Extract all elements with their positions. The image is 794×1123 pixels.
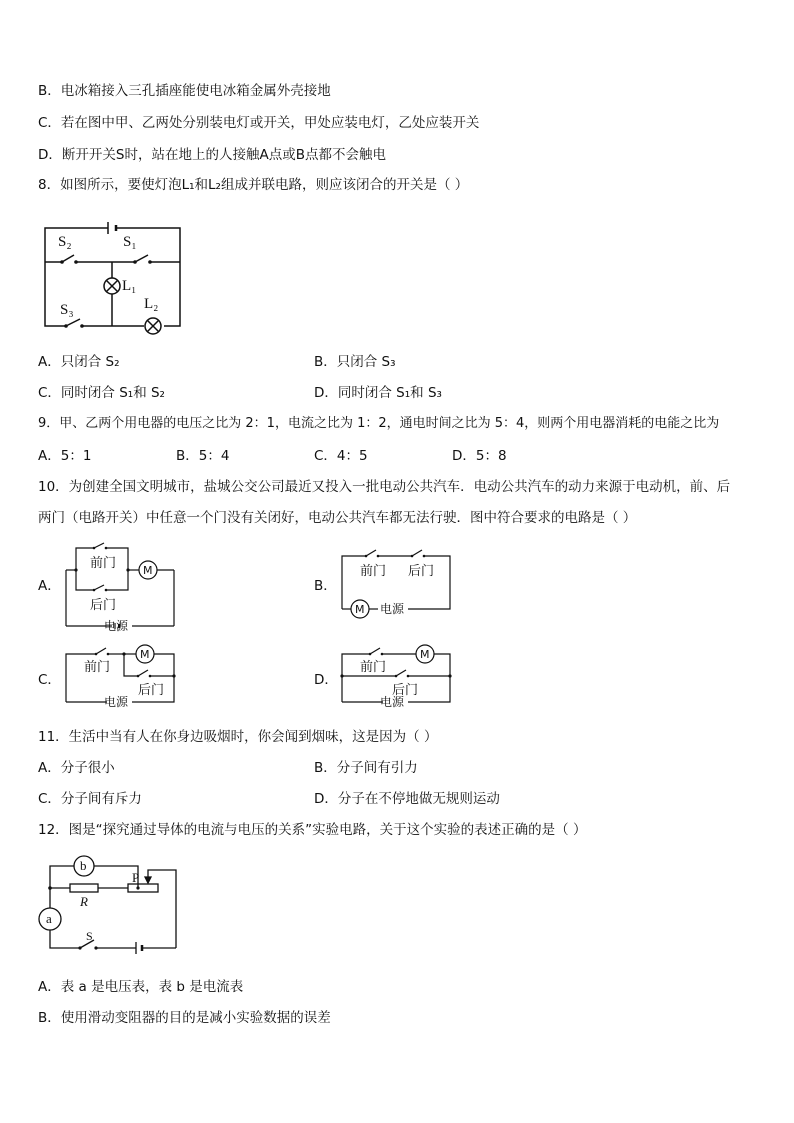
q8-lamp-l2-label: L₂	[144, 296, 159, 312]
q12-circuit-figure	[38, 852, 188, 957]
q8-switch-s3-label: S₃	[60, 302, 74, 318]
q10-b-front-door-label: 前门	[360, 564, 387, 579]
q12-meter-a-label: a	[46, 911, 52, 926]
q7-option-d: D．断开开关S时，站在地上的人接触A点或B点都不会触电	[38, 147, 386, 163]
q10-circuit-b	[338, 542, 458, 624]
q10-c-front-door-label: 前门	[84, 660, 111, 675]
q12-meter-b-label: b	[80, 858, 87, 873]
q8-lamp-l1-label: L₁	[122, 278, 137, 294]
q12-resistor-label: R	[80, 894, 88, 909]
q8-switch-s2-label: S₂	[58, 234, 72, 250]
q10-d-motor-label: M	[420, 648, 430, 661]
q12-slider-label: P	[132, 870, 140, 885]
q8-circuit-figure	[40, 222, 190, 332]
q7-option-c: C．若在图中甲、乙两处分别装电灯或开关，甲处应装电灯，乙处应装开关	[38, 115, 480, 131]
q10-c-back-door-label: 后门	[138, 683, 165, 698]
q11-option-a: A．分子很小	[38, 760, 115, 776]
q10-b-back-door-label: 后门	[408, 564, 435, 579]
q10-circuit-a	[62, 538, 182, 638]
q12-option-a: A．表 a 是电压表，表 b 是电流表	[38, 979, 244, 995]
q7-option-b: B．电冰箱接入三孔插座能使电冰箱金属外壳接地	[38, 83, 331, 99]
q10-a-motor-label: M	[143, 564, 153, 577]
q10-a-front-door-label: 前门	[90, 556, 117, 571]
q10-option-c-label: C．	[38, 672, 61, 688]
q10-b-motor-label: M	[355, 603, 365, 616]
q8-option-b: B．只闭合 S₃	[314, 354, 396, 370]
q10-option-b-label: B．	[314, 578, 337, 594]
q10-option-a-label: A．	[38, 578, 61, 594]
q10-circuit-d	[338, 640, 458, 718]
q9-option-a: A．5：1	[38, 448, 92, 464]
q10-c-motor-label: M	[140, 648, 150, 661]
q8-option-a: A．只闭合 S₂	[38, 354, 120, 370]
q10-stem-line1: 10．为创建全国文明城市，盐城公交公司最近又投入一批电动公共汽车．电动公共汽车的动力来源于电动机，前、后	[38, 479, 731, 495]
q12-stem: 12．图是“探究通过导体的电流与电压的关系”实验电路，关于这个实验的表述正确的是（ ）	[38, 822, 587, 838]
q10-circuit-c	[62, 640, 182, 718]
q9-option-b: B．5：4	[176, 448, 230, 464]
q10-b-power-label: 电源	[380, 602, 405, 616]
q10-a-power-label: 电源	[104, 619, 129, 633]
q10-d-front-door-label: 前门	[360, 660, 387, 675]
q10-a-back-door-label: 后门	[90, 598, 117, 613]
q11-option-b: B．分子间有引力	[314, 760, 418, 776]
q10-option-d-label: D．	[314, 672, 338, 688]
q10-d-power-label: 电源	[380, 695, 405, 709]
q9-option-d: D．5：8	[452, 448, 507, 464]
q9-stem: 9．甲、乙两个用电器的电压之比为 2：1，电流之比为 1：2，通电时间之比为 5：4，则两个用电器消耗的电能之比为	[38, 416, 720, 431]
q10-c-power-label: 电源	[104, 695, 129, 709]
q12-option-b: B．使用滑动变阻器的目的是减小实验数据的误差	[38, 1010, 331, 1026]
q11-option-d: D．分子在不停地做无规则运动	[314, 791, 500, 807]
q8-stem: 8．如图所示，要使灯泡L₁和L₂组成并联电路，则应该闭合的开关是（ ）	[38, 177, 469, 193]
q11-option-c: C．分子间有斥力	[38, 791, 142, 807]
q9-option-c: C．4：5	[314, 448, 368, 464]
q10-stem-line2: 两门（电路开关）中任意一个门没有关闭好，电动公共汽车都无法行驶．图中符合要求的电路是（ ）	[38, 510, 637, 526]
q11-stem: 11．生活中当有人在你身边吸烟时，你会闻到烟味，这是因为（ ）	[38, 729, 438, 745]
q8-option-d: D．同时闭合 S₁和 S₃	[314, 385, 442, 401]
q8-option-c: C．同时闭合 S₁和 S₂	[38, 385, 165, 401]
q8-switch-s1-label: S₁	[123, 234, 137, 250]
q12-switch-label: S	[86, 929, 93, 943]
q10-d-back-door-label: 后门	[392, 683, 419, 698]
